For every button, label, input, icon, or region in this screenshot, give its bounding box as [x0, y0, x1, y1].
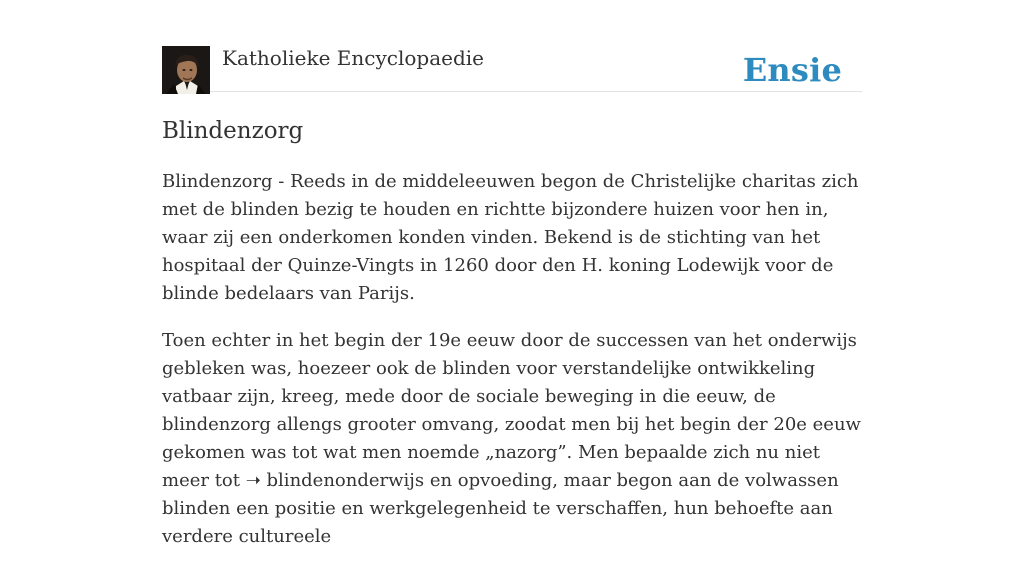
site-header [162, 0, 862, 92]
article-paragraph: Toen echter in het begin der 19e eeuw door de successen van het onderwijs gebleken was, hoezeer ook de blinden voor verstandelijke ontwikkeling vatbaar zijn, kreeg, mede door de sociale beweging in die eeuw, de blindenzorg allengs grooter omvang, zoodat men bij het begin der 20e eeuw gekomen was tot wat men noemde „nazorg”. Men bepaalde zich nu niet meer tot ➝ blindenonderwijs en opvoeding, maar begon aan de volwassen blinden een positie en werkgelegenheid te verschaffen, hun behoefte aan verdere cultureele [162, 330, 861, 547]
page-container [162, 0, 862, 547]
portrait-image [162, 46, 210, 94]
article-paragraph: Blindenzorg - Reeds in de middeleeuwen begon de Christelijke charitas zich met de blinden bezig te houden en richtte bijzondere huizen voor hen in, waar zij een onderkomen konden vinden. Bekend is de stichting van het hospitaal der Quinze-Vingts in 1260 door den H. koning Lodewijk voor de blinde bedelaars van Parijs. [162, 171, 859, 304]
brand-logo[interactable]: Ensie [742, 51, 842, 89]
avatar[interactable] [162, 46, 210, 94]
article-title: Blindenzorg [162, 118, 304, 144]
source-name[interactable]: Katholieke Encyclopaedie [222, 46, 484, 70]
article-body [162, 168, 862, 570]
